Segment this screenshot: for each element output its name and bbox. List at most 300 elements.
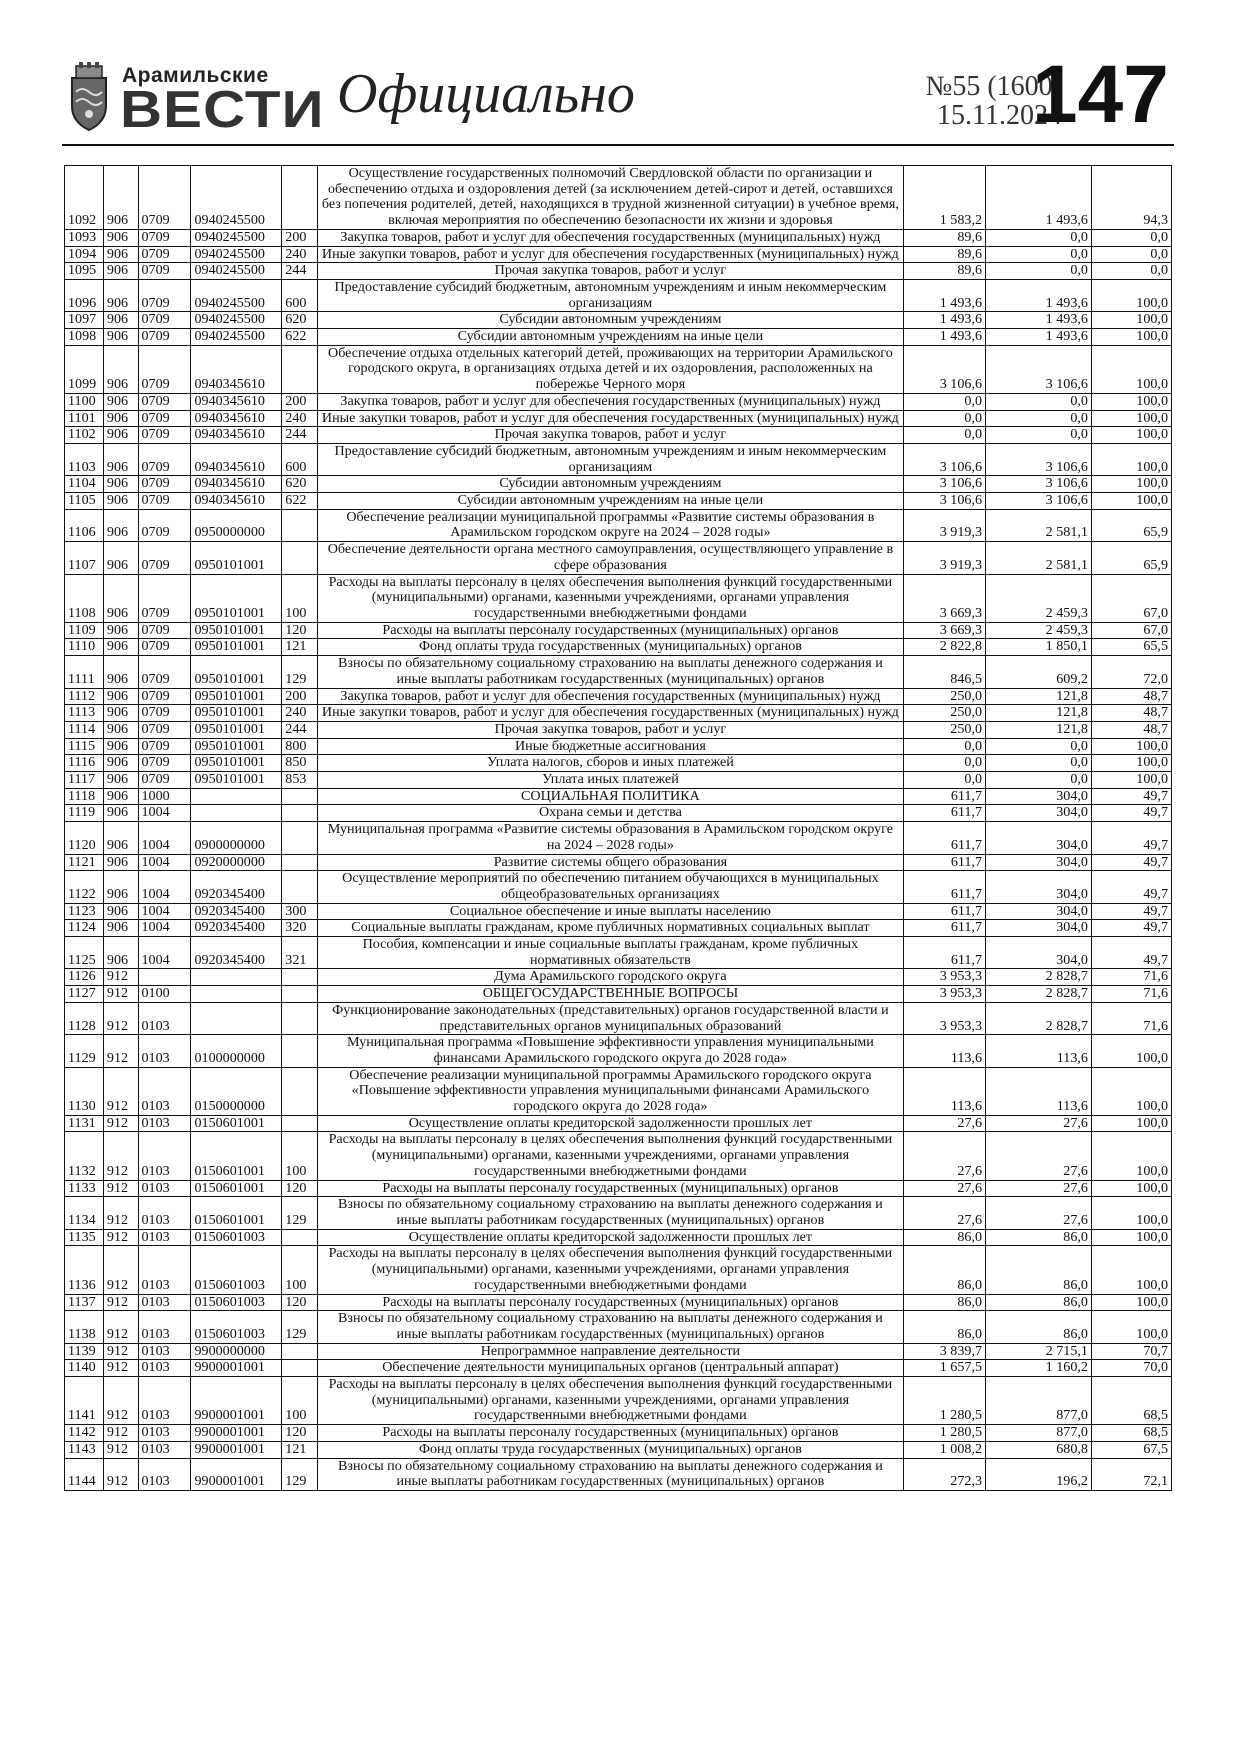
section-code-cell: 0103 [138,1425,191,1442]
plan-amount-cell: 3 106,6 [903,493,985,510]
table-row [65,1115,1172,1132]
plan-amount-cell: 3 106,6 [903,476,985,493]
actual-amount-cell: 3 106,6 [986,345,1092,393]
expense-type-cell: 300 [282,903,318,920]
table-row [65,639,1172,656]
target-article-cell: 0150601003 [191,1294,282,1311]
plan-amount-cell: 2 822,8 [903,639,985,656]
percent-cell: 100,0 [1091,410,1171,427]
row-number-cell: 1109 [65,622,104,639]
table-row [65,1377,1172,1425]
target-article-cell: 0150601001 [191,1197,282,1229]
row-number-cell: 1142 [65,1425,104,1442]
actual-amount-cell: 0,0 [986,772,1092,789]
section-code-cell: 0103 [138,1294,191,1311]
percent-cell: 72,1 [1091,1458,1171,1490]
target-article-cell: 9900000000 [191,1343,282,1360]
item-name-cell: Фонд оплаты труда государственных (муниципальных) органов [317,1441,903,1458]
row-number-cell: 1144 [65,1458,104,1490]
table-row [65,871,1172,903]
percent-cell: 67,0 [1091,574,1171,622]
section-code-cell: 0709 [138,279,191,311]
item-name-cell: Социальное обеспечение и иные выплаты населению [317,903,903,920]
section-code-cell: 1004 [138,920,191,937]
target-article-cell: 0940245500 [191,312,282,329]
percent-cell: 67,5 [1091,1441,1171,1458]
percent-cell: 100,0 [1091,1132,1171,1180]
expense-type-cell: 240 [282,705,318,722]
item-name-cell: Функционирование законодательных (представительных) органов государственной власти и представительных органов муниципальных образований [317,1002,903,1034]
section-code-cell: 0709 [138,345,191,393]
expense-type-cell [282,871,318,903]
section-code-cell: 0709 [138,574,191,622]
department-code-cell: 906 [103,246,138,263]
target-article-cell: 0950101001 [191,542,282,574]
expense-type-cell [282,805,318,822]
actual-amount-cell: 2 828,7 [986,969,1092,986]
item-name-cell: Расходы на выплаты персоналу в целях обеспечения выполнения функций государственными (муниципальными) органами, казенными учреждениями, органами управления государственными внебюджетными фондами [317,1132,903,1180]
budget-table [64,165,1172,1491]
department-code-cell: 912 [103,1180,138,1197]
department-code-cell: 906 [103,574,138,622]
department-code-cell: 906 [103,639,138,656]
actual-amount-cell: 0,0 [986,755,1092,772]
department-code-cell: 912 [103,1002,138,1034]
row-number-cell: 1108 [65,574,104,622]
item-name-cell: Прочая закупка товаров, работ и услуг [317,263,903,280]
plan-amount-cell: 27,6 [903,1115,985,1132]
department-code-cell: 912 [103,1343,138,1360]
item-name-cell: Пособия, компенсации и иные социальные выплаты гражданам, кроме публичных нормативных обязательств [317,937,903,969]
plan-amount-cell: 250,0 [903,721,985,738]
percent-cell: 100,0 [1091,755,1171,772]
department-code-cell: 906 [103,329,138,346]
plan-amount-cell: 1 493,6 [903,329,985,346]
plan-amount-cell: 89,6 [903,263,985,280]
plan-amount-cell: 250,0 [903,705,985,722]
table-row [65,1132,1172,1180]
table-row [65,1441,1172,1458]
expense-type-cell: 120 [282,1180,318,1197]
plan-amount-cell: 113,6 [903,1035,985,1067]
table-row [65,574,1172,622]
department-code-cell: 906 [103,738,138,755]
percent-cell: 100,0 [1091,443,1171,475]
table-row [65,1311,1172,1343]
row-number-cell: 1097 [65,312,104,329]
target-article-cell: 0150601003 [191,1311,282,1343]
plan-amount-cell: 3 669,3 [903,622,985,639]
table-row [65,476,1172,493]
expense-type-cell: 800 [282,738,318,755]
expense-type-cell: 120 [282,1425,318,1442]
actual-amount-cell: 27,6 [986,1115,1092,1132]
plan-amount-cell: 89,6 [903,246,985,263]
item-name-cell: Предоставление субсидий бюджетным, автономным учреждениям и иным некоммерческим организациям [317,443,903,475]
plan-amount-cell: 1 280,5 [903,1377,985,1425]
table-row [65,443,1172,475]
actual-amount-cell: 2 459,3 [986,622,1092,639]
row-number-cell: 1123 [65,903,104,920]
table-row [65,622,1172,639]
expense-type-cell: 200 [282,229,318,246]
plan-amount-cell: 611,7 [903,871,985,903]
plan-amount-cell: 27,6 [903,1197,985,1229]
actual-amount-cell: 2 581,1 [986,509,1092,541]
item-name-cell: Закупка товаров, работ и услуг для обеспечения государственных (муниципальных) нужд [317,393,903,410]
percent-cell: 100,0 [1091,345,1171,393]
table-row [65,1246,1172,1294]
expense-type-cell [282,1343,318,1360]
item-name-cell: Закупка товаров, работ и услуг для обеспечения государственных (муниципальных) нужд [317,688,903,705]
item-name-cell: Расходы на выплаты персоналу государственных (муниципальных) органов [317,1294,903,1311]
table-row [65,1180,1172,1197]
row-number-cell: 1099 [65,345,104,393]
header-divider [62,144,1174,146]
percent-cell: 100,0 [1091,329,1171,346]
plan-amount-cell: 250,0 [903,688,985,705]
percent-cell: 100,0 [1091,493,1171,510]
item-name-cell: Обеспечение реализации муниципальной программы Арамильского городского округа «Повышение эффективности управления муниципальными финансами Арамильского городского округа до 2028 года» [317,1067,903,1115]
expense-type-cell [282,1115,318,1132]
percent-cell: 100,0 [1091,279,1171,311]
percent-cell: 100,0 [1091,1035,1171,1067]
item-name-cell: Расходы на выплаты персоналу государственных (муниципальных) органов [317,1425,903,1442]
actual-amount-cell: 113,6 [986,1035,1092,1067]
table-row [65,788,1172,805]
row-number-cell: 1131 [65,1115,104,1132]
plan-amount-cell: 611,7 [903,937,985,969]
department-code-cell: 912 [103,1441,138,1458]
section-code-cell: 0709 [138,263,191,280]
percent-cell: 70,7 [1091,1343,1171,1360]
section-code-cell: 0103 [138,1115,191,1132]
table-row [65,1067,1172,1115]
expense-type-cell [282,1002,318,1034]
target-article-cell: 9900001001 [191,1441,282,1458]
department-code-cell: 906 [103,871,138,903]
percent-cell: 72,0 [1091,656,1171,688]
department-code-cell: 906 [103,622,138,639]
actual-amount-cell: 1 493,6 [986,279,1092,311]
target-article-cell: 0950101001 [191,639,282,656]
department-code-cell: 912 [103,1311,138,1343]
issue-date: 15.11.2024 [937,100,1062,131]
actual-amount-cell: 86,0 [986,1311,1092,1343]
department-code-cell: 912 [103,1067,138,1115]
item-name-cell: Расходы на выплаты персоналу государственных (муниципальных) органов [317,622,903,639]
page-header [62,49,1174,144]
row-number-cell: 1107 [65,542,104,574]
plan-amount-cell: 3 919,3 [903,509,985,541]
item-name-cell: Прочая закупка товаров, работ и услуг [317,721,903,738]
target-article-cell: 0950101001 [191,772,282,789]
row-number-cell: 1101 [65,410,104,427]
table-row [65,1002,1172,1034]
department-code-cell: 912 [103,1229,138,1246]
row-number-cell: 1121 [65,854,104,871]
percent-cell: 0,0 [1091,229,1171,246]
department-code-cell: 906 [103,805,138,822]
actual-amount-cell: 3 106,6 [986,493,1092,510]
target-article-cell: 0940245500 [191,166,282,230]
row-number-cell: 1093 [65,229,104,246]
coat-of-arms-icon [62,62,116,132]
target-article-cell: 0920345400 [191,920,282,937]
expense-type-cell [282,345,318,393]
target-article-cell: 0950101001 [191,755,282,772]
section-code-cell: 0103 [138,1002,191,1034]
plan-amount-cell: 89,6 [903,229,985,246]
row-number-cell: 1114 [65,721,104,738]
expense-type-cell: 121 [282,1441,318,1458]
row-number-cell: 1120 [65,822,104,854]
actual-amount-cell: 2 715,1 [986,1343,1092,1360]
table-row [65,822,1172,854]
item-name-cell: Иные бюджетные ассигнования [317,738,903,755]
department-code-cell: 912 [103,969,138,986]
target-article-cell: 0950101001 [191,688,282,705]
department-code-cell: 912 [103,1035,138,1067]
table-row [65,1343,1172,1360]
expense-type-cell: 244 [282,721,318,738]
item-name-cell: Уплата налогов, сборов и иных платежей [317,755,903,772]
item-name-cell: СОЦИАЛЬНАЯ ПОЛИТИКА [317,788,903,805]
expense-type-cell: 853 [282,772,318,789]
target-article-cell: 0940345610 [191,410,282,427]
section-code-cell: 0709 [138,393,191,410]
actual-amount-cell: 304,0 [986,854,1092,871]
expense-type-cell: 244 [282,427,318,444]
actual-amount-cell: 3 106,6 [986,476,1092,493]
percent-cell: 100,0 [1091,1246,1171,1294]
target-article-cell [191,1002,282,1034]
plan-amount-cell: 611,7 [903,822,985,854]
item-name-cell: Иные закупки товаров, работ и услуг для обеспечения государственных (муниципальных) нужд [317,246,903,263]
department-code-cell: 906 [103,345,138,393]
expense-type-cell: 200 [282,393,318,410]
table-row [65,279,1172,311]
table-row [65,920,1172,937]
target-article-cell [191,788,282,805]
percent-cell: 48,7 [1091,705,1171,722]
actual-amount-cell: 304,0 [986,903,1092,920]
target-article-cell: 0920345400 [191,937,282,969]
target-article-cell: 9900001001 [191,1425,282,1442]
item-name-cell: Закупка товаров, работ и услуг для обеспечения государственных (муниципальных) нужд [317,229,903,246]
target-article-cell: 0950101001 [191,656,282,688]
department-code-cell: 906 [103,509,138,541]
item-name-cell: Субсидии автономным учреждениям на иные цели [317,493,903,510]
plan-amount-cell: 611,7 [903,920,985,937]
plan-amount-cell: 0,0 [903,738,985,755]
section-code-cell: 0103 [138,1343,191,1360]
table-row [65,688,1172,705]
actual-amount-cell: 304,0 [986,822,1092,854]
row-number-cell: 1136 [65,1246,104,1294]
expense-type-cell: 622 [282,329,318,346]
percent-cell: 100,0 [1091,476,1171,493]
table-row [65,969,1172,986]
department-code-cell: 912 [103,1246,138,1294]
expense-type-cell [282,1360,318,1377]
target-article-cell: 0940245500 [191,329,282,346]
expense-type-cell: 200 [282,688,318,705]
target-article-cell: 0940245500 [191,263,282,280]
percent-cell: 100,0 [1091,1197,1171,1229]
percent-cell: 100,0 [1091,738,1171,755]
percent-cell: 49,7 [1091,903,1171,920]
item-name-cell: Развитие системы общего образования [317,854,903,871]
target-article-cell: 0150601003 [191,1229,282,1246]
section-code-cell: 0709 [138,738,191,755]
department-code-cell: 906 [103,279,138,311]
actual-amount-cell: 2 459,3 [986,574,1092,622]
logo-title-big: ВЕСТИ [120,81,325,139]
department-code-cell: 912 [103,986,138,1003]
percent-cell: 48,7 [1091,688,1171,705]
expense-type-cell: 129 [282,656,318,688]
target-article-cell: 0940345610 [191,393,282,410]
table-row [65,329,1172,346]
actual-amount-cell: 121,8 [986,721,1092,738]
section-code-cell: 0709 [138,443,191,475]
actual-amount-cell: 113,6 [986,1067,1092,1115]
item-name-cell: Обеспечение реализации муниципальной программы «Развитие системы образования в Арамильском городском округе на 2024 – 2028 годы» [317,509,903,541]
section-code-cell: 0709 [138,229,191,246]
percent-cell: 49,7 [1091,822,1171,854]
actual-amount-cell: 0,0 [986,410,1092,427]
actual-amount-cell: 27,6 [986,1180,1092,1197]
plan-amount-cell: 611,7 [903,805,985,822]
target-article-cell [191,969,282,986]
table-row [65,721,1172,738]
table-row [65,493,1172,510]
section-code-cell: 0709 [138,705,191,722]
section-code-cell: 0103 [138,1197,191,1229]
section-code-cell: 0709 [138,410,191,427]
row-number-cell: 1135 [65,1229,104,1246]
item-name-cell: Дума Арамильского городского округа [317,969,903,986]
item-name-cell: Расходы на выплаты персоналу в целях обеспечения выполнения функций государственными (муниципальными) органами, казенными учреждениями, органами управления государственными внебюджетными фондами [317,1377,903,1425]
row-number-cell: 1096 [65,279,104,311]
actual-amount-cell: 304,0 [986,920,1092,937]
section-code-cell: 0709 [138,721,191,738]
table-row [65,1425,1172,1442]
percent-cell: 68,5 [1091,1377,1171,1425]
item-name-cell: Субсидии автономным учреждениям [317,312,903,329]
row-number-cell: 1133 [65,1180,104,1197]
table-row [65,738,1172,755]
target-article-cell: 0920345400 [191,871,282,903]
item-name-cell: Социальные выплаты гражданам, кроме публичных нормативных социальных выплат [317,920,903,937]
section-code-cell: 0709 [138,312,191,329]
table-row [65,509,1172,541]
section-code-cell: 0709 [138,772,191,789]
percent-cell: 100,0 [1091,1311,1171,1343]
target-article-cell: 0940345610 [191,427,282,444]
expense-type-cell: 129 [282,1311,318,1343]
percent-cell: 100,0 [1091,1294,1171,1311]
target-article-cell: 0150000000 [191,1067,282,1115]
target-article-cell: 0950101001 [191,574,282,622]
department-code-cell: 906 [103,312,138,329]
item-name-cell: Взносы по обязательному социальному страхованию на выплаты денежного содержания и иные выплаты работникам государственных (муниципальных) органов [317,1197,903,1229]
target-article-cell: 0940245500 [191,229,282,246]
plan-amount-cell: 1 280,5 [903,1425,985,1442]
row-number-cell: 1092 [65,166,104,230]
percent-cell: 49,7 [1091,920,1171,937]
percent-cell: 71,6 [1091,969,1171,986]
row-number-cell: 1115 [65,738,104,755]
percent-cell: 100,0 [1091,427,1171,444]
percent-cell: 49,7 [1091,854,1171,871]
table-row [65,427,1172,444]
percent-cell: 71,6 [1091,1002,1171,1034]
item-name-cell: Иные закупки товаров, работ и услуг для обеспечения государственных (муниципальных) нужд [317,410,903,427]
plan-amount-cell: 3 953,3 [903,1002,985,1034]
actual-amount-cell: 680,8 [986,1441,1092,1458]
row-number-cell: 1103 [65,443,104,475]
row-number-cell: 1137 [65,1294,104,1311]
expense-type-cell [282,1229,318,1246]
target-article-cell: 0950000000 [191,509,282,541]
actual-amount-cell: 1 493,6 [986,329,1092,346]
target-article-cell: 0940245500 [191,279,282,311]
section-code-cell: 1004 [138,854,191,871]
expense-type-cell [282,969,318,986]
actual-amount-cell: 121,8 [986,688,1092,705]
plan-amount-cell: 3 669,3 [903,574,985,622]
expense-type-cell: 120 [282,1294,318,1311]
row-number-cell: 1100 [65,393,104,410]
row-number-cell: 1104 [65,476,104,493]
actual-amount-cell: 86,0 [986,1229,1092,1246]
table-row [65,246,1172,263]
section-code-cell: 0709 [138,427,191,444]
actual-amount-cell: 1 850,1 [986,639,1092,656]
item-name-cell: Осуществление оплаты кредиторской задолженности прошлых лет [317,1115,903,1132]
department-code-cell: 912 [103,1115,138,1132]
table-row [65,410,1172,427]
plan-amount-cell: 0,0 [903,772,985,789]
expense-type-cell [282,822,318,854]
department-code-cell: 912 [103,1360,138,1377]
row-number-cell: 1124 [65,920,104,937]
expense-type-cell: 240 [282,246,318,263]
percent-cell: 48,7 [1091,721,1171,738]
expense-type-cell [282,986,318,1003]
target-article-cell: 0150601001 [191,1180,282,1197]
section-code-cell: 0103 [138,1311,191,1343]
item-name-cell: Взносы по обязательному социальному страхованию на выплаты денежного содержания и иные выплаты работникам государственных (муниципальных) органов [317,1311,903,1343]
plan-amount-cell: 3 953,3 [903,969,985,986]
item-name-cell: Осуществление государственных полномочий Свердловской области по организации и обеспечению отдыха и оздоровления детей (за исключением детей-сирот и детей, оставшихся без попечения родителей, детей, находящихся в трудной жизненной ситуации) в учебное время, включая мероприятия по обеспечению безопасности их жизни и здоровья [317,166,903,230]
department-code-cell: 906 [103,705,138,722]
section-code-cell: 0709 [138,688,191,705]
plan-amount-cell: 3 106,6 [903,345,985,393]
row-number-cell: 1125 [65,937,104,969]
section-code-cell [138,969,191,986]
row-number-cell: 1130 [65,1067,104,1115]
table-row [65,986,1172,1003]
actual-amount-cell: 304,0 [986,805,1092,822]
plan-amount-cell: 611,7 [903,854,985,871]
row-number-cell: 1111 [65,656,104,688]
row-number-cell: 1116 [65,755,104,772]
row-number-cell: 1118 [65,788,104,805]
item-name-cell: Расходы на выплаты персоналу в целях обеспечения выполнения функций государственными (муниципальными) органами, казенными учреждениями, органами управления государственными внебюджетными фондами [317,1246,903,1294]
